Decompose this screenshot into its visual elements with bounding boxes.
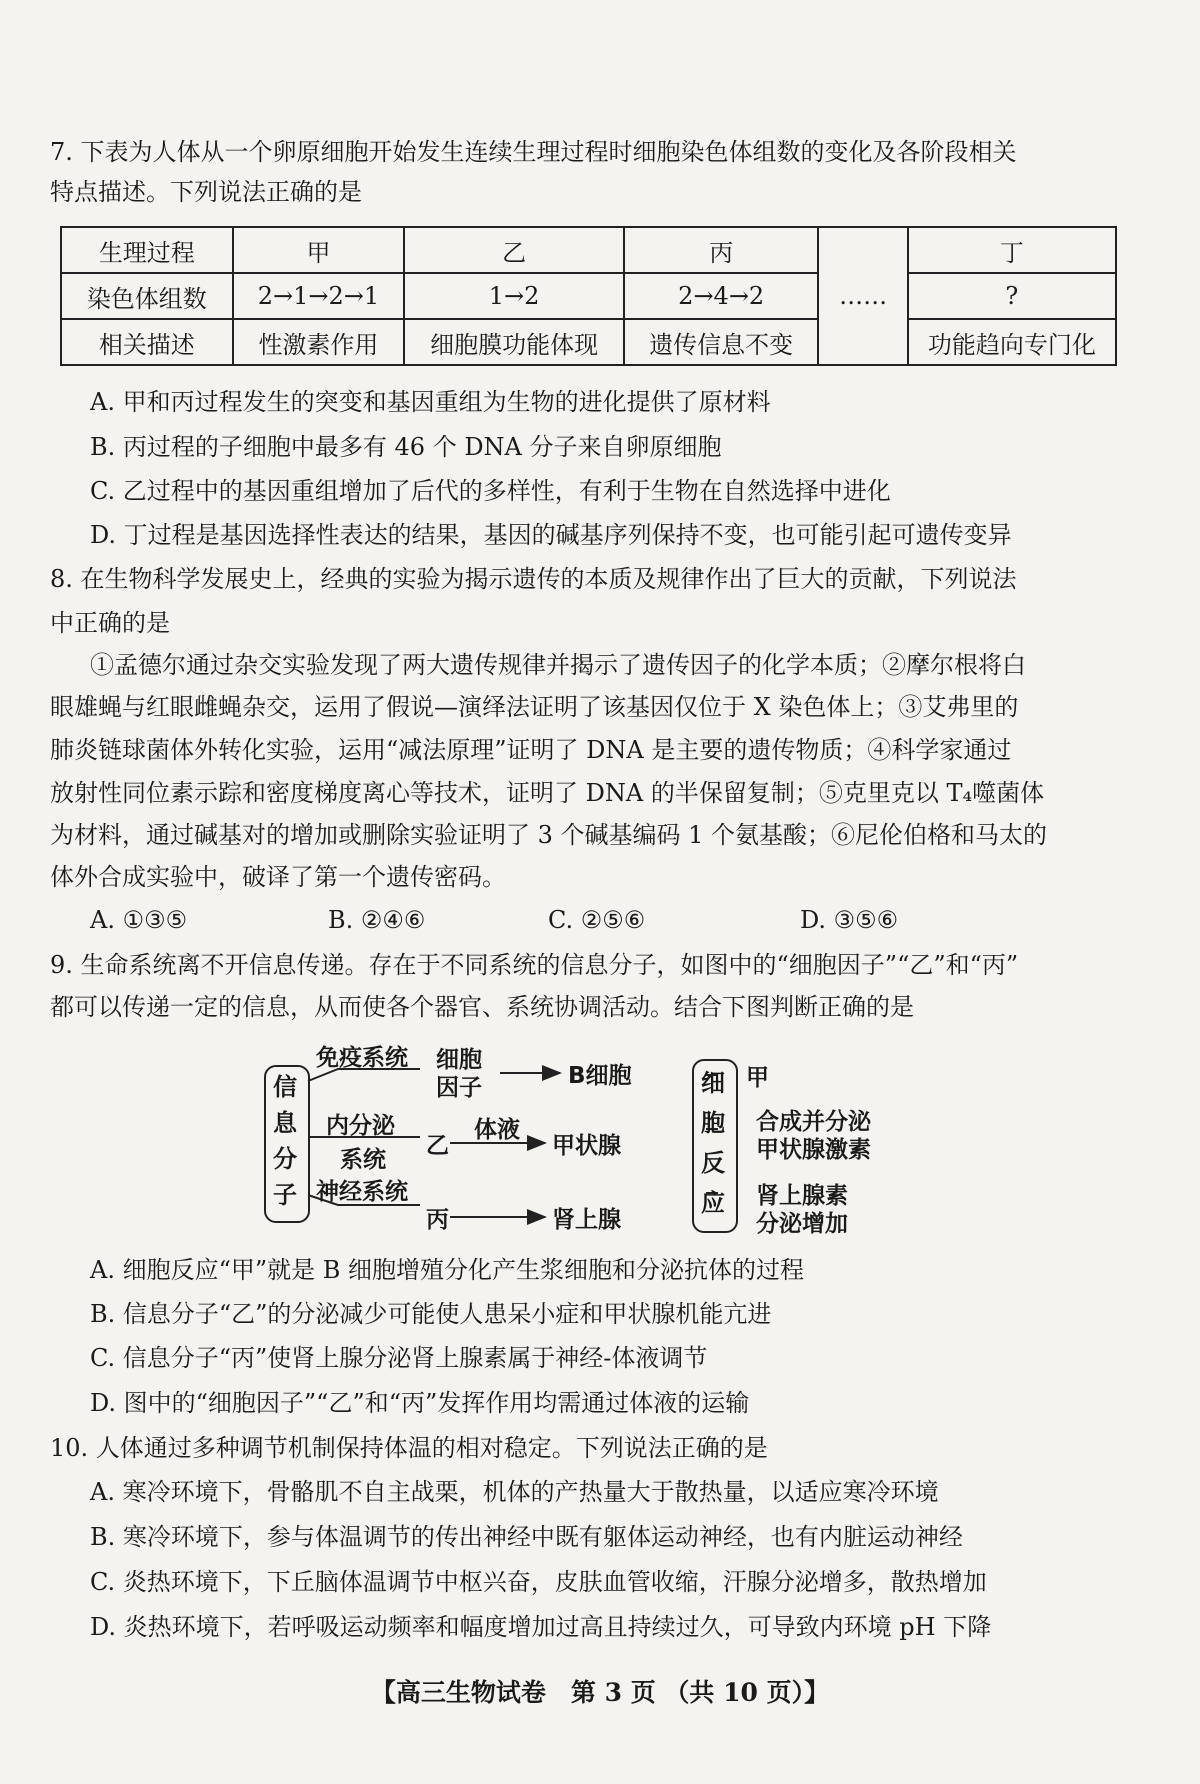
thyroid-response-1: 合成并分泌 [756,1109,871,1135]
row-header-desc: 相关描述 [61,319,233,365]
cell-count-yi: 1→2 [404,273,624,319]
cell-process-yi: 乙 [404,227,624,273]
q8-stem-line6: 放射性同位素示踪和密度梯度离心等技术，证明了 DNA 的半保留复制；⑤克里克以 T₄噬菌体 [50,779,1045,807]
cell-process-ding: 丁 [908,227,1116,273]
page-footer: 【高三生物试卷 第 3 页 （共 10 页）】 [370,1678,830,1707]
cell-desc-ding: 功能趋向专门化 [908,319,1116,365]
info-molecule-char-4: 子 [273,1181,297,1209]
cell-count-bing: 2→4→2 [624,273,819,319]
cytokine-label-1: 细胞 [436,1047,482,1073]
q9-option-c: C. 信息分子“丙”使肾上腺分泌肾上腺素属于神经-体液调节 [90,1344,708,1372]
adrenal-response-1: 肾上腺素 [756,1183,848,1209]
q8-option-c: C. ②⑤⑥ [548,906,646,934]
q8-option-d: D. ③⑤⑥ [800,906,899,934]
q7-stem-line2: 特点描述。下列说法正确的是 [50,178,362,206]
q9-option-b: B. 信息分子“乙”的分泌减少可能使人患呆小症和甲状腺机能亢进 [90,1300,772,1328]
yi-label: 乙 [426,1133,449,1159]
table-row [61,319,1116,365]
q7-option-a: A. 甲和丙过程发生的突变和基因重组为生物的进化提供了原材料 [90,388,771,416]
q10-option-a: A. 寒冷环境下，骨骼肌不自主战栗，机体的产热量大于散热量，以适应寒冷环境 [90,1478,939,1506]
thyroid-response-2: 甲状腺激素 [756,1137,871,1163]
q7-option-c: C. 乙过程中的基因重组增加了后代的多样性，有利于生物在自然选择中进化 [90,477,891,505]
endocrine-label-1: 内分泌 [326,1113,395,1139]
adrenal-response-2: 分泌增加 [756,1211,848,1237]
adrenal-label: 肾上腺 [552,1207,621,1233]
info-molecule-char-1: 信 [273,1073,297,1101]
q8-stem-line8: 体外合成实验中，破译了第一个遗传密码。 [50,863,506,891]
cytokine-label-2: 因子 [436,1075,482,1101]
q8-stem-line4: 眼雄蝇与红眼雌蝇杂交，运用了假说—演绎法证明了该基因仅位于 X 染色体上；③艾弗里的 [50,693,1019,721]
q10-option-b: B. 寒冷环境下，参与体温调节的传出神经中既有躯体运动神经，也有内脏运动神经 [90,1523,963,1551]
nervous-system-label: 神经系统 [316,1179,408,1205]
q8-option-a: A. ①③⑤ [90,906,188,934]
b-cell-label: B细胞 [568,1063,632,1089]
body-fluid-label: 体液 [474,1117,520,1143]
q10-option-c: C. 炎热环境下，下丘脑体温调节中枢兴奋，皮肤血管收缩，汗腺分泌增多，散热增加 [90,1568,987,1596]
q7-stem-line1: 7. 下表为人体从一个卵原细胞开始发生连续生理过程时细胞染色体组数的变化及各阶段相关 [50,138,1017,166]
bing-label: 丙 [426,1207,449,1233]
info-molecule-char-2: 息 [273,1109,297,1137]
q8-option-b: B. ②④⑥ [328,906,426,934]
cell-desc-jia: 性激素作用 [233,319,405,365]
info-molecule-diagram [260,1045,900,1245]
q8-stem-line7: 为材料，通过碱基对的增加或删除实验证明了 3 个碱基编码 1 个氨基酸；⑥尼伦伯格和马太的 [50,821,1048,849]
cell-desc-yi: 细胞膜功能体现 [404,319,624,365]
cell-ellipsis: …… [818,227,907,365]
cell-count-ding: ? [908,273,1116,319]
q9-option-a: A. 细胞反应“甲”就是 B 细胞增殖分化产生浆细胞和分泌抗体的过程 [90,1256,805,1284]
q9-stem-line2: 都可以传递一定的信息，从而使各个器官、系统协调活动。结合下图判断正确的是 [50,993,914,1021]
endocrine-label-2: 系统 [340,1147,386,1173]
q10-option-d: D. 炎热环境下，若呼吸运动频率和幅度增加过高且持续过久，可导致内环境 pH 下降 [90,1613,992,1641]
thyroid-label: 甲状腺 [552,1133,621,1159]
q8-stem-line2: 中正确的是 [50,609,170,637]
q7-table [60,226,1117,366]
q8-stem-line5: 肺炎链球菌体外转化实验，运用“减法原理”证明了 DNA 是主要的遗传物质；④科学家通过 [50,736,1012,764]
immune-system-label: 免疫系统 [316,1045,408,1071]
q8-stem-line1: 8. 在生物科学发展史上，经典的实验为揭示遗传的本质及规律作出了巨大的贡献，下列说法 [50,565,1017,593]
q9-stem-line1: 9. 生命系统离不开信息传递。存在于不同系统的信息分子，如图中的“细胞因子”“乙”和“丙” [50,951,1019,979]
cell-count-jia: 2→1→2→1 [233,273,405,319]
q7-option-b: B. 丙过程的子细胞中最多有 46 个 DNA 分子来自卵原细胞 [90,433,722,461]
row-header-count: 染色体组数 [61,273,233,319]
q9-option-d: D. 图中的“细胞因子”“乙”和“丙”发挥作用均需通过体液的运输 [90,1389,750,1417]
cell-response-char-1: 细 [701,1069,725,1097]
cell-desc-bing: 遗传信息不变 [624,319,819,365]
table-row [61,273,1116,319]
cell-response-char-2: 胞 [701,1109,725,1137]
info-molecule-char-3: 分 [273,1145,297,1173]
cell-response-char-4: 应 [701,1189,725,1217]
q7-option-d: D. 丁过程是基因选择性表达的结果，基因的碱基序列保持不变，也可能引起可遗传变异 [90,521,1012,549]
cell-process-jia: 甲 [233,227,405,273]
table-row [61,227,1116,273]
q10-stem: 10. 人体通过多种调节机制保持体温的相对稳定。下列说法正确的是 [50,1434,768,1462]
q8-stem-line3: ①孟德尔通过杂交实验发现了两大遗传规律并揭示了遗传因子的化学本质；②摩尔根将白 [90,651,1026,679]
cell-process-bing: 丙 [624,227,819,273]
cell-response-char-3: 反 [701,1149,725,1177]
jia-label: 甲 [746,1065,769,1091]
row-header-process: 生理过程 [61,227,233,273]
